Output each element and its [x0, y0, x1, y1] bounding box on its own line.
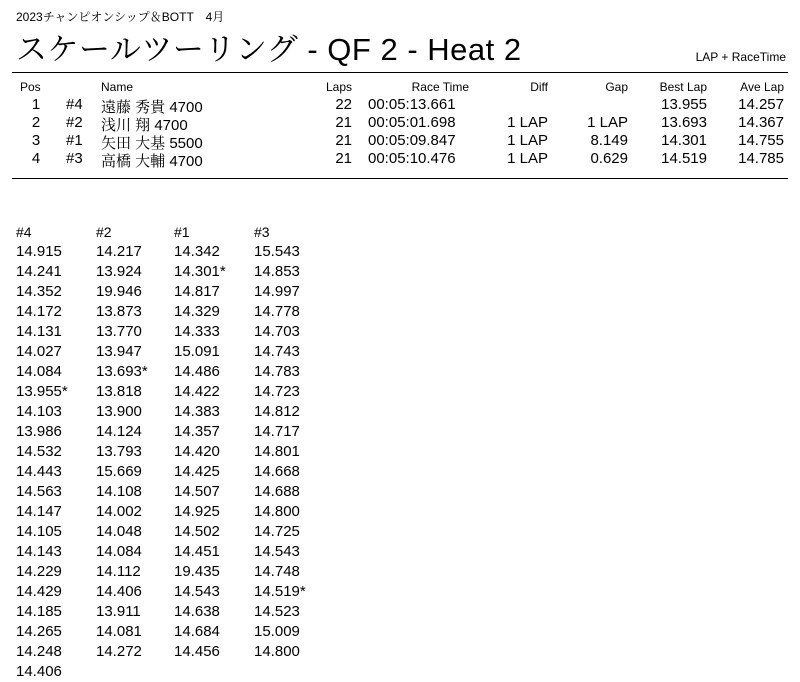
row-best-lap: 13.955: [661, 96, 707, 113]
lap-time: 13.818: [96, 383, 142, 400]
lap-time: 14.997: [254, 283, 300, 300]
lap-column-car-number: #1: [174, 224, 190, 240]
lap-time: 19.435: [174, 563, 220, 580]
lap-time: 14.543: [254, 543, 300, 560]
table-row: [0, 114, 800, 132]
row-driver-name: 浅川 翔 4700: [101, 117, 188, 134]
lap-time: 14.105: [16, 523, 62, 540]
lap-time: 14.486: [174, 363, 220, 380]
lap-time: 14.915: [16, 243, 62, 260]
row-driver-name: 高橋 大輔 4700: [101, 153, 203, 170]
lap-time: 14.748: [254, 563, 300, 580]
header-ave-lap: Ave Lap: [740, 80, 784, 94]
row-diff: 1 LAP: [507, 114, 548, 131]
lap-time: 14.002: [96, 503, 142, 520]
lap-time: 14.301*: [174, 263, 226, 280]
lap-time: 14.084: [16, 363, 62, 380]
race-title: スケールツーリング - QF 2 - Heat 2: [16, 32, 522, 67]
lap-column: [254, 222, 334, 662]
row-car-number: #4: [66, 96, 83, 113]
lap-time: 14.507: [174, 483, 220, 500]
results-header-row: [0, 80, 800, 96]
lap-time: 14.725: [254, 523, 300, 540]
lap-time: 14.812: [254, 403, 300, 420]
report-mode-label: LAP + RaceTime: [695, 50, 786, 64]
lap-time: 14.532: [16, 443, 62, 460]
lap-time: 13.924: [96, 263, 142, 280]
lap-time: 14.456: [174, 643, 220, 660]
event-subtitle: 2023チャンピオンシップ＆BOTT 4月: [16, 10, 225, 24]
lap-time: 14.800: [254, 503, 300, 520]
row-race-time: 00:05:09.847: [368, 132, 456, 149]
row-ave-lap: 14.257: [738, 96, 784, 113]
lap-time: 13.873: [96, 303, 142, 320]
row-pos: 1: [31, 96, 41, 113]
row-car-number: #1: [66, 132, 83, 149]
lap-time: 14.124: [96, 423, 142, 440]
lap-time: 14.081: [96, 623, 142, 640]
lap-time: 14.543: [174, 583, 220, 600]
lap-time: 14.563: [16, 483, 62, 500]
lap-time: 14.422: [174, 383, 220, 400]
row-car-number: #3: [66, 150, 83, 167]
row-laps: 21: [335, 150, 352, 167]
row-diff: 1 LAP: [507, 132, 548, 149]
lap-column-car-number: #3: [254, 224, 270, 240]
lap-time: 15.009: [254, 623, 300, 640]
bottom-divider: [12, 178, 788, 179]
table-row: [0, 96, 800, 114]
lap-time: 14.406: [96, 583, 142, 600]
lap-time: 14.638: [174, 603, 220, 620]
row-ave-lap: 14.755: [738, 132, 784, 149]
lap-time: 14.108: [96, 483, 142, 500]
lap-time: 14.519*: [254, 583, 306, 600]
lap-time: 14.357: [174, 423, 220, 440]
row-laps: 21: [335, 132, 352, 149]
table-row: [0, 150, 800, 168]
row-race-time: 00:05:01.698: [368, 114, 456, 131]
lap-time: 14.406: [16, 663, 62, 680]
row-diff: 1 LAP: [507, 150, 548, 167]
row-laps: 22: [335, 96, 352, 113]
lap-time: 14.523: [254, 603, 300, 620]
row-laps: 21: [335, 114, 352, 131]
lap-time: 14.185: [16, 603, 62, 620]
lap-time: 14.342: [174, 243, 220, 260]
lap-time: 14.451: [174, 543, 220, 560]
header-race-time: Race Time: [411, 80, 469, 94]
row-gap: 8.149: [590, 132, 628, 149]
header-name: Name: [101, 80, 134, 94]
lap-time: 19.946: [96, 283, 142, 300]
lap-time: 14.425: [174, 463, 220, 480]
lap-time: 13.793: [96, 443, 142, 460]
lap-time: 14.723: [254, 383, 300, 400]
lap-time: 14.383: [174, 403, 220, 420]
lap-time: 14.217: [96, 243, 142, 260]
lap-time: 14.084: [96, 543, 142, 560]
lap-time: 14.329: [174, 303, 220, 320]
table-row: [0, 132, 800, 150]
lap-column: [16, 222, 96, 682]
lap-time: 14.703: [254, 323, 300, 340]
lap-time: 14.420: [174, 443, 220, 460]
lap-time: 14.352: [16, 283, 62, 300]
lap-time: 13.955*: [16, 383, 68, 400]
row-best-lap: 14.519: [661, 150, 707, 167]
lap-time: 14.925: [174, 503, 220, 520]
lap-time: 14.131: [16, 323, 62, 340]
row-driver-name: 矢田 大基 5500: [101, 135, 203, 152]
header-diff: Diff: [530, 80, 548, 94]
row-ave-lap: 14.785: [738, 150, 784, 167]
lap-time: 14.502: [174, 523, 220, 540]
lap-time: 13.900: [96, 403, 142, 420]
lap-time: 14.241: [16, 263, 62, 280]
row-pos: 4: [31, 150, 41, 167]
row-pos: 2: [31, 114, 41, 131]
row-best-lap: 14.301: [661, 132, 707, 149]
row-gap: 0.629: [590, 150, 628, 167]
lap-time: 14.429: [16, 583, 62, 600]
top-divider: [12, 72, 788, 73]
row-car-number: #2: [66, 114, 83, 131]
lap-time: 14.112: [96, 563, 141, 580]
lap-time: 13.770: [96, 323, 142, 340]
lap-time: 14.688: [254, 483, 300, 500]
lap-time: 14.048: [96, 523, 142, 540]
lap-time: 14.027: [16, 343, 62, 360]
lap-time: 14.853: [254, 263, 300, 280]
lap-time: 13.693*: [96, 363, 148, 380]
lap-column: [96, 222, 176, 662]
row-driver-name: 遠藤 秀貴 4700: [101, 99, 203, 116]
lap-time: 14.265: [16, 623, 62, 640]
lap-column-car-number: #2: [96, 224, 112, 240]
lap-time: 14.103: [16, 403, 62, 420]
lap-time: 14.743: [254, 343, 300, 360]
lap-time: 14.800: [254, 643, 300, 660]
lap-time: 15.091: [174, 343, 220, 360]
header-best-lap: Best Lap: [659, 80, 707, 94]
lap-time: 14.668: [254, 463, 300, 480]
lap-column: [174, 222, 254, 662]
results-table: [0, 80, 800, 168]
header-laps: Laps: [325, 80, 352, 94]
row-race-time: 00:05:10.476: [368, 150, 456, 167]
lap-time: 14.778: [254, 303, 300, 320]
lap-time: 14.172: [16, 303, 62, 320]
lap-time: 15.543: [254, 243, 300, 260]
header-pos: Pos: [20, 80, 41, 94]
lap-time: 14.801: [254, 443, 300, 460]
row-best-lap: 13.693: [661, 114, 707, 131]
lap-time: 14.272: [96, 643, 142, 660]
row-pos: 3: [31, 132, 41, 149]
lap-time: 13.911: [96, 603, 141, 620]
lap-column-car-number: #4: [16, 224, 32, 240]
lap-time: 14.333: [174, 323, 220, 340]
lap-time: 14.143: [16, 543, 62, 560]
lap-time: 14.147: [16, 503, 62, 520]
lap-time: 13.986: [16, 423, 62, 440]
lap-time: 14.717: [254, 423, 300, 440]
header-gap: Gap: [605, 80, 628, 94]
lap-time: 14.684: [174, 623, 220, 640]
lap-time: 15.669: [96, 463, 142, 480]
row-race-time: 00:05:13.661: [368, 96, 456, 113]
row-ave-lap: 14.367: [738, 114, 784, 131]
lap-time: 14.783: [254, 363, 300, 380]
lap-time: 14.248: [16, 643, 62, 660]
lap-time: 14.229: [16, 563, 62, 580]
row-gap: 1 LAP: [587, 114, 628, 131]
lap-time: 14.817: [174, 283, 220, 300]
lap-time: 13.947: [96, 343, 142, 360]
lap-time: 14.443: [16, 463, 62, 480]
